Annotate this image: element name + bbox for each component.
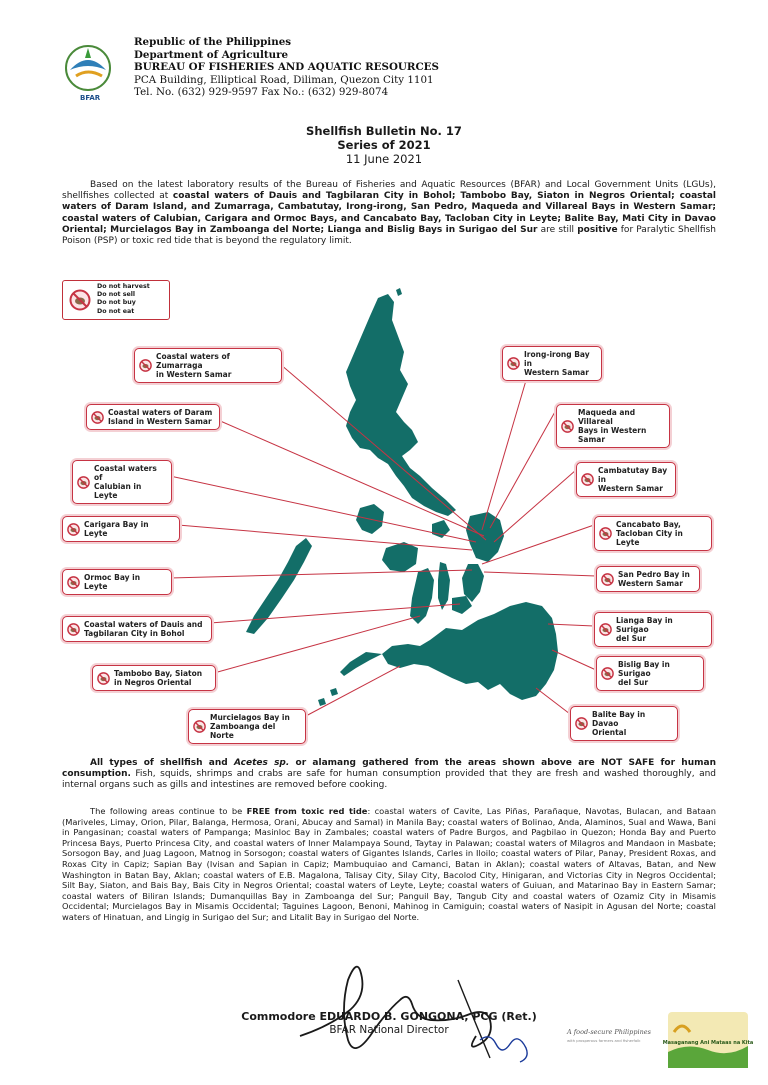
- callout-line-1: Ormoc Bay in Leyte: [84, 573, 141, 591]
- address-line: PCA Building, Elliptical Road, Diliman, Quezon City 1101: [134, 73, 434, 86]
- callout-cambatutay: [576, 462, 676, 497]
- no-shellfish-icon: [69, 289, 91, 311]
- no-shellfish-icon: [581, 473, 594, 486]
- letterhead: [58, 36, 518, 108]
- callout-line-1: Coastal waters of Daram: [108, 408, 213, 417]
- department-line: Department of Agriculture: [134, 48, 289, 61]
- legend-list: [97, 283, 150, 316]
- footer-tagline-sub: with prosperous farmers and fisherfolk: [567, 1038, 641, 1043]
- callout-line-2: Zamboanga del Norte: [210, 722, 276, 740]
- republic-line: Republic of the Philippines: [134, 36, 292, 48]
- callout-maqueda: [556, 404, 670, 448]
- no-shellfish-icon: [599, 527, 612, 540]
- callout-line-1: Coastal waters of Dauis and: [84, 620, 203, 629]
- callout-line-1: Tambobo Bay, Siaton: [114, 669, 203, 678]
- no-shellfish-icon: [139, 359, 152, 372]
- callout-line-2: del Sur: [616, 634, 647, 643]
- free-areas-list: : coastal waters of Cavite, Las Piñas, Parañaque, Navotas, Bulacan, and Bataan (Mariveles, Limay, Orion, Pilar, Balanga, Hermosa, Orani, Abucay and Samal) in Manila Bay; coastal waters of Bolinao, Anda, Alaminos, Sual and Wawa, Bani in Pangasinan; coastal waters of Pampanga; Masinloc Bay in Zambales; coastal waters of Padre Burgos, and Pagbilao in Quezon; Honda Bay and Puerto Princesa Bays, Puerto Princesa City, and coastal waters of Inner Malampaya Sound, Taytay in Palawan; coastal waters of Milagros and Mandaon in Masbate; Sorsogon Bay, and Juag Lagoon, Matnog in Sorsogon; coastal waters of Gigantes Islands, Carles in Iloilo; coastal waters of Pilar, Panay, President Roxas, and Roxas City in Capiz; Sapian Bay (Ivisan and Sapian in Capiz; Mambuquiao and Camanci, Batan in Aklan); coastal waters of Altavas, Batan, and New Washington in Batan Bay, Aklan; coastal waters of E.B. Magalona, Talisay City, Silay City, Bacolod City, Hinigaran, and Victorias City in Negros Occidental; Silt Bay, Siaton, and Bais Bay, Bais City in Negros Oriental; coastal waters of Leyte, Leyte; coastal waters of Guiuan, and Matarinao Bay in Eastern Samar; coastal waters of Biliran Islands; Dumanquillas Bay in Zamboanga del Sur; Panguil Bay, Tangub City and coastal waters of Ozamiz City in Misamis Occidental; Murcielagos Bay in Misamis Occidental; Taguines Lagoon, Benoni, Mahinog in Camiguin; coastal waters of Nasipit in Agusan del Norte; coastal waters of Hinatuan, and Lingig in Surigao del Sur; and Litalit Bay in Surigao del Norte.: [62, 806, 716, 922]
- callout-line-1: Bislig Bay in Surigao: [618, 660, 670, 678]
- callout-tambobo: [92, 665, 216, 691]
- no-shellfish-icon: [67, 576, 80, 589]
- footer-tagline: A food-secure Philippines: [567, 1028, 651, 1036]
- no-shellfish-icon: [601, 667, 614, 680]
- bulletin-series: Series of 2021: [337, 138, 431, 152]
- free-areas-paragraph: [62, 806, 716, 923]
- callout-line-2: Island in Western Samar: [108, 417, 212, 426]
- advisory-legend: [62, 280, 170, 320]
- legend-item: Do not buy: [97, 299, 136, 307]
- intro-paragraph: [62, 180, 716, 247]
- callout-ormoc: [62, 569, 172, 595]
- callout-calubian: [72, 460, 172, 504]
- callout-line-2: Tacloban City in Leyte: [616, 529, 683, 547]
- masaganang-ani-badge: [662, 1012, 754, 1068]
- no-shellfish-icon: [67, 623, 80, 636]
- signatory-name: Commodore EDUARDO B. GONGONA, PCG (Ret.): [241, 1010, 537, 1023]
- callout-daram: [86, 404, 220, 430]
- callout-bislig: [596, 656, 704, 691]
- callout-line-2: Western Samar: [618, 579, 683, 588]
- callout-line-1: Carigara Bay in Leyte: [84, 520, 149, 538]
- mindanao-island: [382, 602, 558, 700]
- acetes-label: Acetes sp.: [233, 758, 290, 768]
- bfar-logo: [58, 40, 124, 104]
- bulletin-title: Shellfish Bulletin No. 17: [306, 124, 462, 138]
- callout-dauis: [62, 616, 212, 642]
- signatory-title: BFAR National Director: [329, 1024, 449, 1036]
- callout-line-2: in Negros Oriental: [114, 678, 192, 687]
- no-shellfish-icon: [507, 357, 520, 370]
- zamboanga-peninsula: [340, 652, 382, 676]
- affected-areas: coastal waters of Dauis and Tagbilaran City in Bohol; Tambobo Bay, Siaton in Negros Oriental; coastal waters of Daram Island, and Zumarraga, Cambatutay, Irong-irong, San Pedro, Maqueda and Villareal Bays in Western Samar; coastal waters of Calubian, Carigara and Ormoc Bays, and Cancabato Bay, Tacloban City in Leyte; Balite Bay, Mati City in Davao Oriental; Murcielagos Bay in Zamboanga del Norte; Lianga and Bislig Bays in Surigao del Sur: [62, 191, 716, 235]
- callout-line-1: San Pedro Bay in: [618, 570, 690, 579]
- sulu-islets: [318, 688, 338, 706]
- note-text-1: All types of shellfish and: [90, 758, 234, 768]
- no-shellfish-icon: [97, 672, 110, 685]
- callout-line-1: Balite Bay in Davao: [592, 710, 646, 728]
- panay-island: [382, 542, 418, 572]
- bulletin-date: 11 June 2021: [345, 152, 423, 166]
- negros-island: [410, 568, 434, 624]
- svg-text:BFAR: BFAR: [80, 94, 101, 102]
- note-text-3: Fish, squids, shrimps and crabs are safe for human consumption provided that they are fresh and washed thoroughly, and internal organs such as gills and intestines are removed before cooking.: [62, 769, 716, 791]
- legend-item: Do not harvest: [97, 283, 150, 290]
- note-text-2: or alamang gathered from the areas shown above are NOT SAFE for human consumption.: [62, 758, 716, 780]
- batanes-islet: [396, 288, 402, 296]
- no-shellfish-icon: [77, 476, 90, 489]
- free-label: FREE from toxic red tide: [246, 806, 368, 816]
- callout-murcielagos: [188, 709, 306, 744]
- no-shellfish-icon: [193, 720, 206, 733]
- callout-line-1: Irong-irong Bay in: [524, 350, 590, 368]
- no-shellfish-icon: [599, 623, 612, 636]
- callout-carigara: [62, 516, 180, 542]
- callout-line-2: Bays in Western Samar: [578, 426, 647, 444]
- callout-line-2: del Sur: [618, 678, 649, 687]
- intro-text-2: are still: [537, 224, 578, 235]
- callout-line-2: Tagbilaran City in Bohol: [84, 629, 185, 638]
- callout-line-1: Coastal waters of: [94, 464, 157, 482]
- callout-cancabato: [594, 516, 712, 551]
- callout-irong-irong: [502, 346, 602, 381]
- callout-line-1: Lianga Bay in Surigao: [616, 616, 673, 634]
- cebu-island: [438, 562, 450, 610]
- bulletin-title-block: [0, 124, 768, 166]
- no-shellfish-icon: [91, 411, 104, 424]
- callout-line-2: Western Samar: [524, 368, 589, 377]
- safety-note: [62, 758, 716, 792]
- callout-line-2: in Western Samar: [156, 370, 232, 379]
- free-text-1: The following areas continue to be: [90, 806, 247, 816]
- bureau-line: BUREAU OF FISHERIES AND AQUATIC RESOURCES: [134, 61, 439, 74]
- agency-block: [134, 36, 439, 99]
- no-shellfish-icon: [601, 573, 614, 586]
- no-shellfish-icon: [561, 420, 574, 433]
- callout-line-1: Cambatutay Bay in: [598, 466, 668, 484]
- callout-line-2: Calubian in Leyte: [94, 482, 142, 500]
- phone-line: Tel. No. (632) 929-9597 Fax No.: (632) 929-8074: [134, 86, 389, 99]
- callout-line-1: Cancabato Bay,: [616, 520, 681, 529]
- callout-zumarraga: [134, 348, 282, 383]
- callout-line-1: Maqueda and Villareal: [578, 408, 636, 426]
- intro-text-1: Based on the latest laboratory results of the Bureau of Fisheries and Aquatic Resources (BFAR) and Local Government Units (LGUs), shellfishes collected at: [62, 180, 716, 202]
- callout-line-2: Oriental: [592, 728, 627, 737]
- callout-line-1: Murcielagos Bay in: [210, 713, 290, 722]
- legend-item: Do not sell: [97, 291, 136, 299]
- callout-line-1: Coastal waters of Zumarraga: [156, 352, 230, 370]
- svg-text:Masaganang Ani Mataas na Kita: Masaganang Ani Mataas na Kita: [662, 1040, 754, 1046]
- intro-text-3: for Paralytic Shellfish Poison (PSP) or toxic red tide that is beyond the regulatory limit.: [62, 224, 716, 247]
- no-shellfish-icon: [67, 523, 80, 536]
- callout-san-pedro: [596, 566, 700, 592]
- callout-lianga: [594, 612, 712, 647]
- legend-item: Do not eat: [97, 307, 135, 315]
- positive-label: positive: [577, 224, 618, 235]
- callout-line-2: Western Samar: [598, 484, 663, 493]
- no-shellfish-icon: [575, 717, 588, 730]
- callout-balite: [570, 706, 678, 741]
